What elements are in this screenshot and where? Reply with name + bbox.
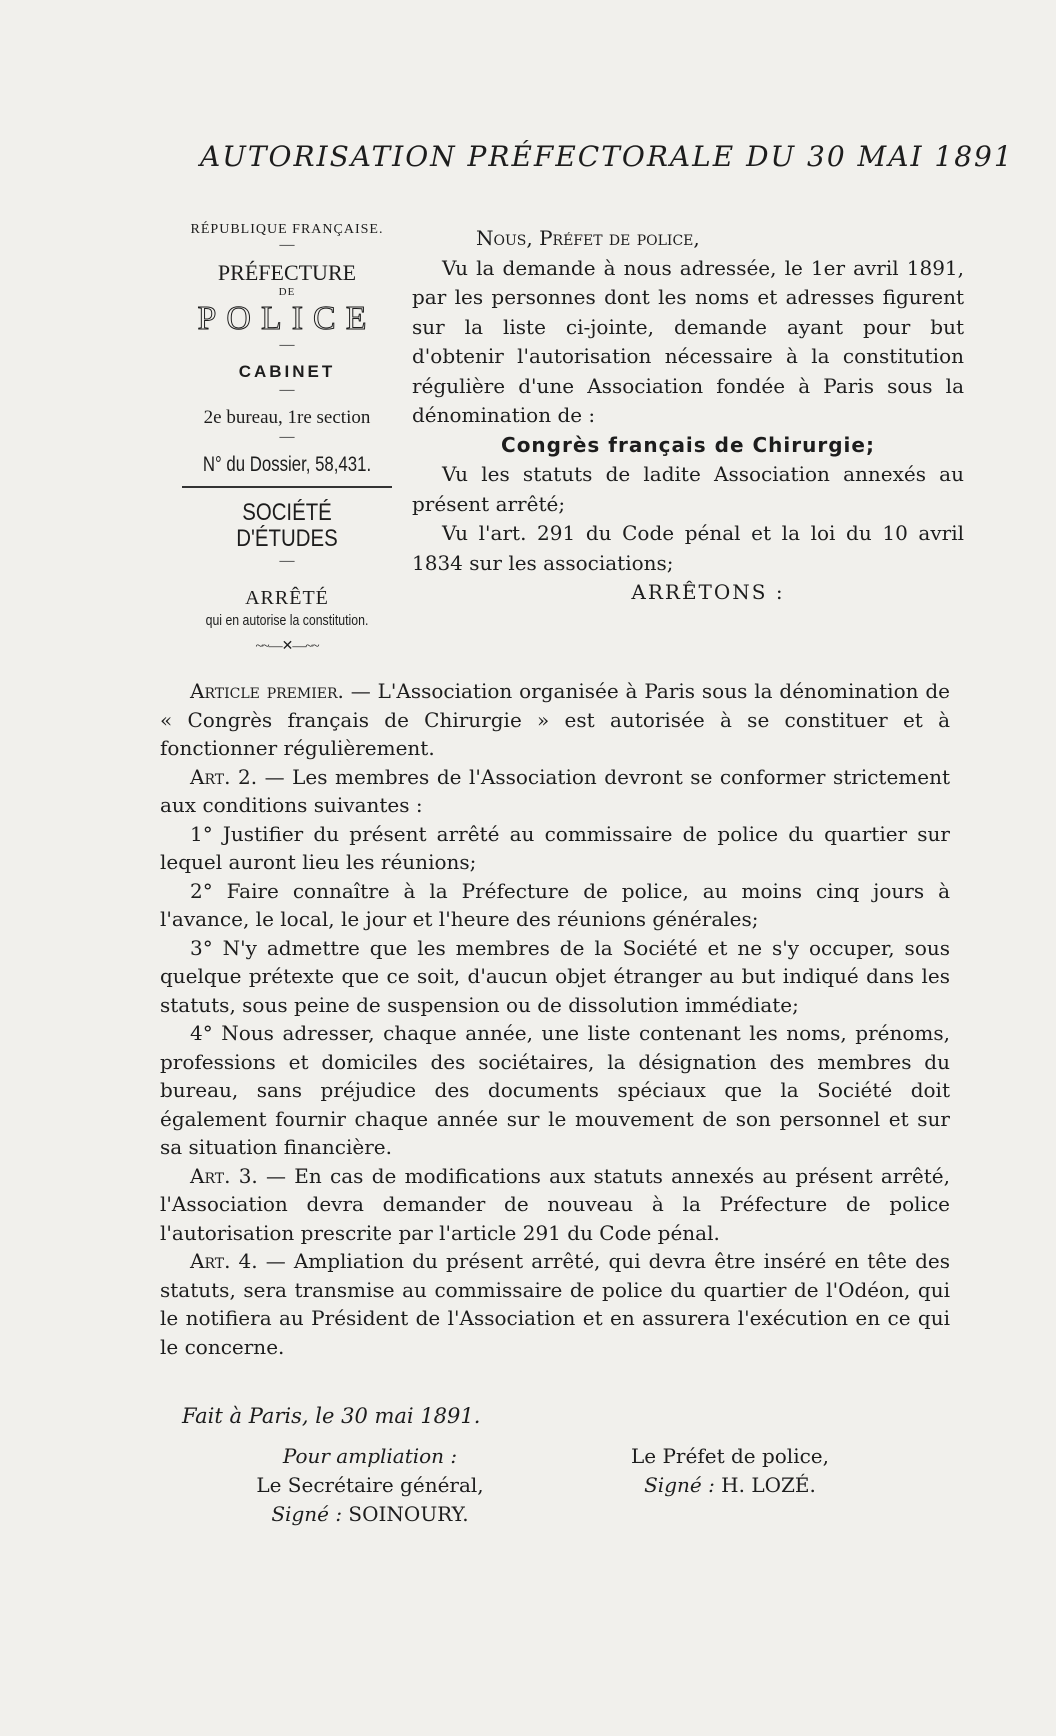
condition-4: 4° Nous adresser, chaque année, une liste contenant les noms, prénoms, professions et domiciles des sociétaires, la désignation des membres du bureau, sans préjudice des documents spéciaux que la Société doit également fournir chaque année sur le mouvement de son personnel et sur sa situation financière.: [160, 1021, 950, 1159]
flourish-ornament: ~~—✕—~~: [255, 639, 319, 655]
de-label: DE: [278, 285, 296, 298]
separator-dash: —: [279, 428, 295, 445]
secretary-signed: [230, 1500, 510, 1529]
article-1-text: — L'Association organisée à Paris sous la dénomination de « Congrès français de Chirurgie » est autorisée à se constituer et à fonctionner régulièrement.: [160, 679, 951, 760]
prefect-signed: [600, 1471, 860, 1500]
separator-dash: —: [279, 337, 295, 354]
condition-3: 3° N'y admettre que les membres de la Société et ne s'y occuper, sous quelque prétexte que ce soit, d'aucun objet étranger au but indiqué dans les statuts, sous peine de suspension ou de dissolution immédiate;: [160, 935, 950, 1017]
societe-label: SOCIÉTÉ D'ÉTUDES: [236, 498, 338, 553]
condition-2: 2° Faire connaître à la Préfecture de police, au moins cinq jours à l'avance, le local, le jour et l'heure des réunions générales;: [160, 878, 950, 931]
prefecture-label: PRÉFECTURE: [217, 260, 357, 286]
article-2-label: Art. 2.: [190, 764, 258, 789]
arrete-label: ARRÊTÉ: [245, 586, 329, 609]
secretary-signature-block: [230, 1442, 510, 1529]
prefect-signature-block: [600, 1442, 860, 1500]
signe-label: Signé :: [271, 1502, 343, 1526]
article-3-label: Art. 3.: [190, 1163, 258, 1188]
page-title: AUTORISATION PRÉFECTORALE DU 30 MAI 1891: [200, 140, 1014, 173]
preamble: [412, 224, 964, 608]
article-4-text: — Ampliation du présent arrêté, qui devra être inséré en tête des statuts, sera transmise au commissaire de police du quartier de l'Odéon, qui le notifiera au Président de l'Association et en assurera l'exécution en ce qui le concerne.: [160, 1249, 951, 1359]
condition-1: 1° Justifier du présent arrêté au commissaire de police du quartier sur lequel auront lieu les réunions;: [160, 821, 950, 874]
separator-dash: —: [279, 552, 295, 569]
separator-dash: —: [279, 381, 295, 398]
article-2: [160, 763, 950, 820]
bureau-label: 2e bureau, 1re section: [203, 406, 371, 428]
autorise-label: qui en autorise la constitution.: [205, 611, 369, 629]
dossier-number: N° du Dossier, 58,431.: [202, 452, 372, 476]
association-name: Congrès français de Chirurgie;: [501, 432, 875, 457]
signer-name: SOINOURY.: [342, 1502, 469, 1526]
pour-ampliation: Pour ampliation :: [282, 1444, 458, 1468]
secretaire-title: Le Secrétaire général,: [256, 1473, 484, 1497]
nous-line: Nous, Préfet de police,: [476, 226, 700, 250]
republique-label: RÉPUBLIQUE FRANÇAISE.: [190, 222, 384, 237]
article-4: [160, 1247, 950, 1361]
separator-dash: —: [279, 237, 295, 254]
article-1: [160, 677, 950, 763]
vu-demande-paragraph: Vu la demande à nous adressée, le 1er avril 1891, par les personnes dont les noms et adresses figurent sur la liste ci-jointe, demande ayant pour but d'obtenir l'autorisation nécessaire à la constitution régulière d'une Association fondée à Paris sous la dénomination de :: [412, 255, 964, 427]
divider-rule: [182, 486, 392, 488]
signe-label: Signé :: [644, 1473, 715, 1497]
article-3-text: — En cas de modifications aux statuts annexés au présent arrêté, l'Association devra demander de nouveau à la Préfecture de police l'autorisation prescrite par l'article 291 du Code pénal.: [160, 1163, 950, 1245]
vu-statuts-paragraph: Vu les statuts de ladite Association annexés au présent arrêté;: [412, 462, 964, 516]
police-label: POLICE: [197, 299, 377, 337]
signer-name: H. LOZÉ.: [714, 1473, 816, 1497]
prefet-title: Le Préfet de police,: [631, 1444, 829, 1468]
cabinet-label: CABINET: [238, 362, 336, 382]
article-3: [160, 1162, 950, 1248]
article-1-label: Article premier.: [190, 679, 344, 703]
vu-art-paragraph: Vu l'art. 291 du Code pénal et la loi du 10 avril 1834 sur les associations;: [412, 521, 964, 575]
left-margin-heading: [172, 222, 402, 654]
date-place-line: Fait à Paris, le 30 mai 1891.: [182, 1404, 481, 1428]
article-2-text: — Les membres de l'Association devront se conformer strictement aux conditions suivantes :: [160, 764, 951, 817]
arretons-heading: ARRÊTONS :: [631, 580, 785, 604]
articles-body: [160, 677, 950, 1361]
article-4-label: Art. 4.: [190, 1249, 258, 1273]
